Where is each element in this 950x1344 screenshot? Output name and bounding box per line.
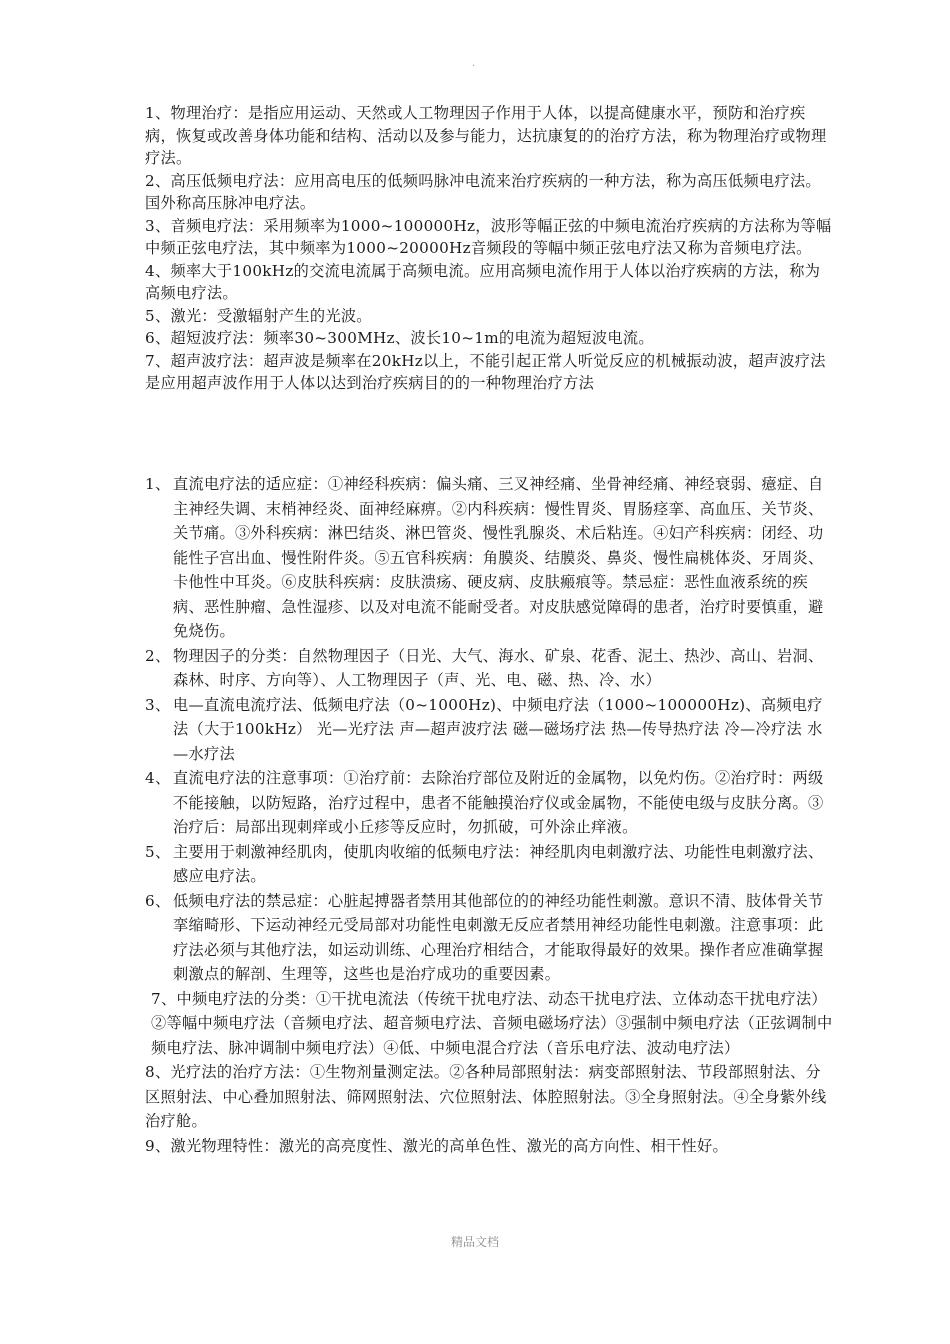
item-number: 4、 xyxy=(145,769,171,787)
definition-paragraph: 1、物理治疗：是指应用运动、天然或人工物理因子作用于人体，以提高健康水平，预防和治疗疾病，恢复或改善身体功能和结构、活动以及参与能力，达抗康复的的治疗方法，称为物理治疗或物理疗法。 xyxy=(145,104,827,167)
definition-paragraph: 6、超短波疗法：频率30~300MHz、波长10~1m的电流为超短波电流。 xyxy=(145,329,654,347)
footer-watermark: 精品文档 xyxy=(450,1235,499,1249)
paragraph-item: 7、中频电疗法的分类：①干扰电流法（传统干扰电疗法、动态干扰电疗法、立体动态干扰电疗法）②等幅中频电疗法（音频电疗法、超音频电疗法、音频电磁场疗法）③强制中频电疗法（正弦调制中频电疗法、脉冲调制中频电疗法）④低、中频电混合疗法（音乐电疗法、波动电疗法） xyxy=(151,989,833,1057)
item-text: 直流电疗法的注意事项：①治疗前：去除治疗部位及附近的金属物，以免灼伤。②治疗时：两级不能接触，以防短路，治疗过程中，患者不能触摸治疗仪或金属物，不能使电级与皮肤分离。③治疗后：局部出现刺痒或小丘疹等反应时，勿抓破，可外涂止痒液。 xyxy=(173,769,824,836)
definition-paragraph: 4、频率大于100kHz的交流电流属于高频电流。应用高频电流作用于人体以治疗疾病的方法，称为高频电疗法。 xyxy=(145,261,821,302)
definition-paragraph: 7、超声波疗法：超声波是频率在20kHz以上，不能引起正常人听觉反应的机械振动波，超声波疗法是应用超声波作用于人体以达到治疗疾病目的的一种物理治疗方法 xyxy=(145,351,826,392)
paragraph-item: 9、激光物理特性：激光的高亮度性、激光的高单色性、激光的高方向性、相干性好。 xyxy=(145,1136,728,1155)
definition-paragraph: 2、高压低频电疗法：应用高电压的低频吗脉冲电流来治疗疾病的一种方法，称为高压低频电疗法。国外称高压脉冲电疗法。 xyxy=(145,171,821,212)
numbered-item xyxy=(145,644,835,693)
numbered-item xyxy=(145,693,835,767)
item-number: 2、 xyxy=(145,646,171,665)
item-number: 3、 xyxy=(145,695,171,714)
definitions-section xyxy=(145,102,835,395)
definition-paragraph: 5、激光：受激辐射产生的光波。 xyxy=(145,306,372,325)
paragraph-item: 8、光疗法的治疗方法：①生物剂量测定法。②各种局部照射法：病变部照射法、节段部照射法、分区照射法、中心叠加照射法、筛网照射法、穴位照射法、体腔照射法。③全身照射法。④全身紫外线治疗舱。 xyxy=(145,1063,827,1130)
item-number: 5、 xyxy=(145,842,171,861)
item-text: 低频电疗法的禁忌症：心脏起搏器者禁用其他部位的的神经功能性刺激。意识不清、肢体骨关节挛缩畸形、下运动神经元受局部对功能性电刺激无反应者禁用神经功能性电刺激。注意事项：此疗法必须与其他疗法，如运动训练、心理治疗相结合，才能取得最好的效果。操作者应准确掌握刺激点的解剖、生理等，这些也是治疗成功的重要因素。 xyxy=(173,891,824,983)
item-text: 主要用于刺激神经肌肉，使肌肉收缩的低频电疗法：神经肌肉电刺激疗法、功能性电刺激疗法、感应电疗法。 xyxy=(173,842,824,885)
numbered-item xyxy=(145,472,835,644)
numbered-item xyxy=(145,840,835,889)
item-number: 6、 xyxy=(145,891,171,910)
item-number: 1、 xyxy=(145,475,171,493)
item-text: 直流电疗法的适应症：①神经科疾病：偏头痛、三叉神经痛、坐骨神经痛、神经衰弱、癔症、自主神经失调、末梢神经炎、面神经麻痹。②内科疾病：慢性胃炎、胃肠痉挛、高血压、关节炎、关节痛。③外科疾病：淋巴结炎、淋巴管炎、慢性乳腺炎、术后粘连。④妇产科疾病：闭经、功能性子宫出血、慢性附件炎。⑤五官科疾病：角膜炎、结膜炎、鼻炎、慢性扁桃体炎、牙周炎、卡他性中耳炎。⑥皮肤科疾病：皮肤溃疡、硬皮病、皮肤瘢痕等。禁忌症：恶性血液系统的疾病、恶性肿瘤、急性湿疹、以及对电流不能耐受者。对皮肤感觉障碍的患者，治疗时要慎重，避免烧伤。 xyxy=(173,475,824,640)
item-text: 电—直流电流疗法、低频电疗法（0~1000Hz)、中频电疗法（1000~100000Hz)、高频电疗法（大于100kHz） 光—光疗法 声—超声波疗法 磁—磁场疗法 热—传导热疗法 冷—冷疗法 水—水疗法 xyxy=(173,695,823,763)
therapy-notes-section xyxy=(145,472,835,1158)
definition-paragraph: 3、音频电疗法：采用频率为1000~100000Hz，波形等幅正弦的中频电流治疗疾病的方法称为等幅中频正弦电疗法，其中频率为1000~20000Hz音频段的等幅中频正弦电疗法又称为音频电疗法。 xyxy=(145,216,832,257)
item-text: 物理因子的分类：自然物理因子（日光、大气、海水、矿泉、花香、泥土、热沙、高山、岩洞、森林、时序、方向等）、人工物理因子（声、光、电、磁、热、冷、水） xyxy=(173,646,824,689)
top-mark: . xyxy=(472,58,476,69)
numbered-item xyxy=(145,766,835,840)
numbered-item xyxy=(145,889,835,987)
